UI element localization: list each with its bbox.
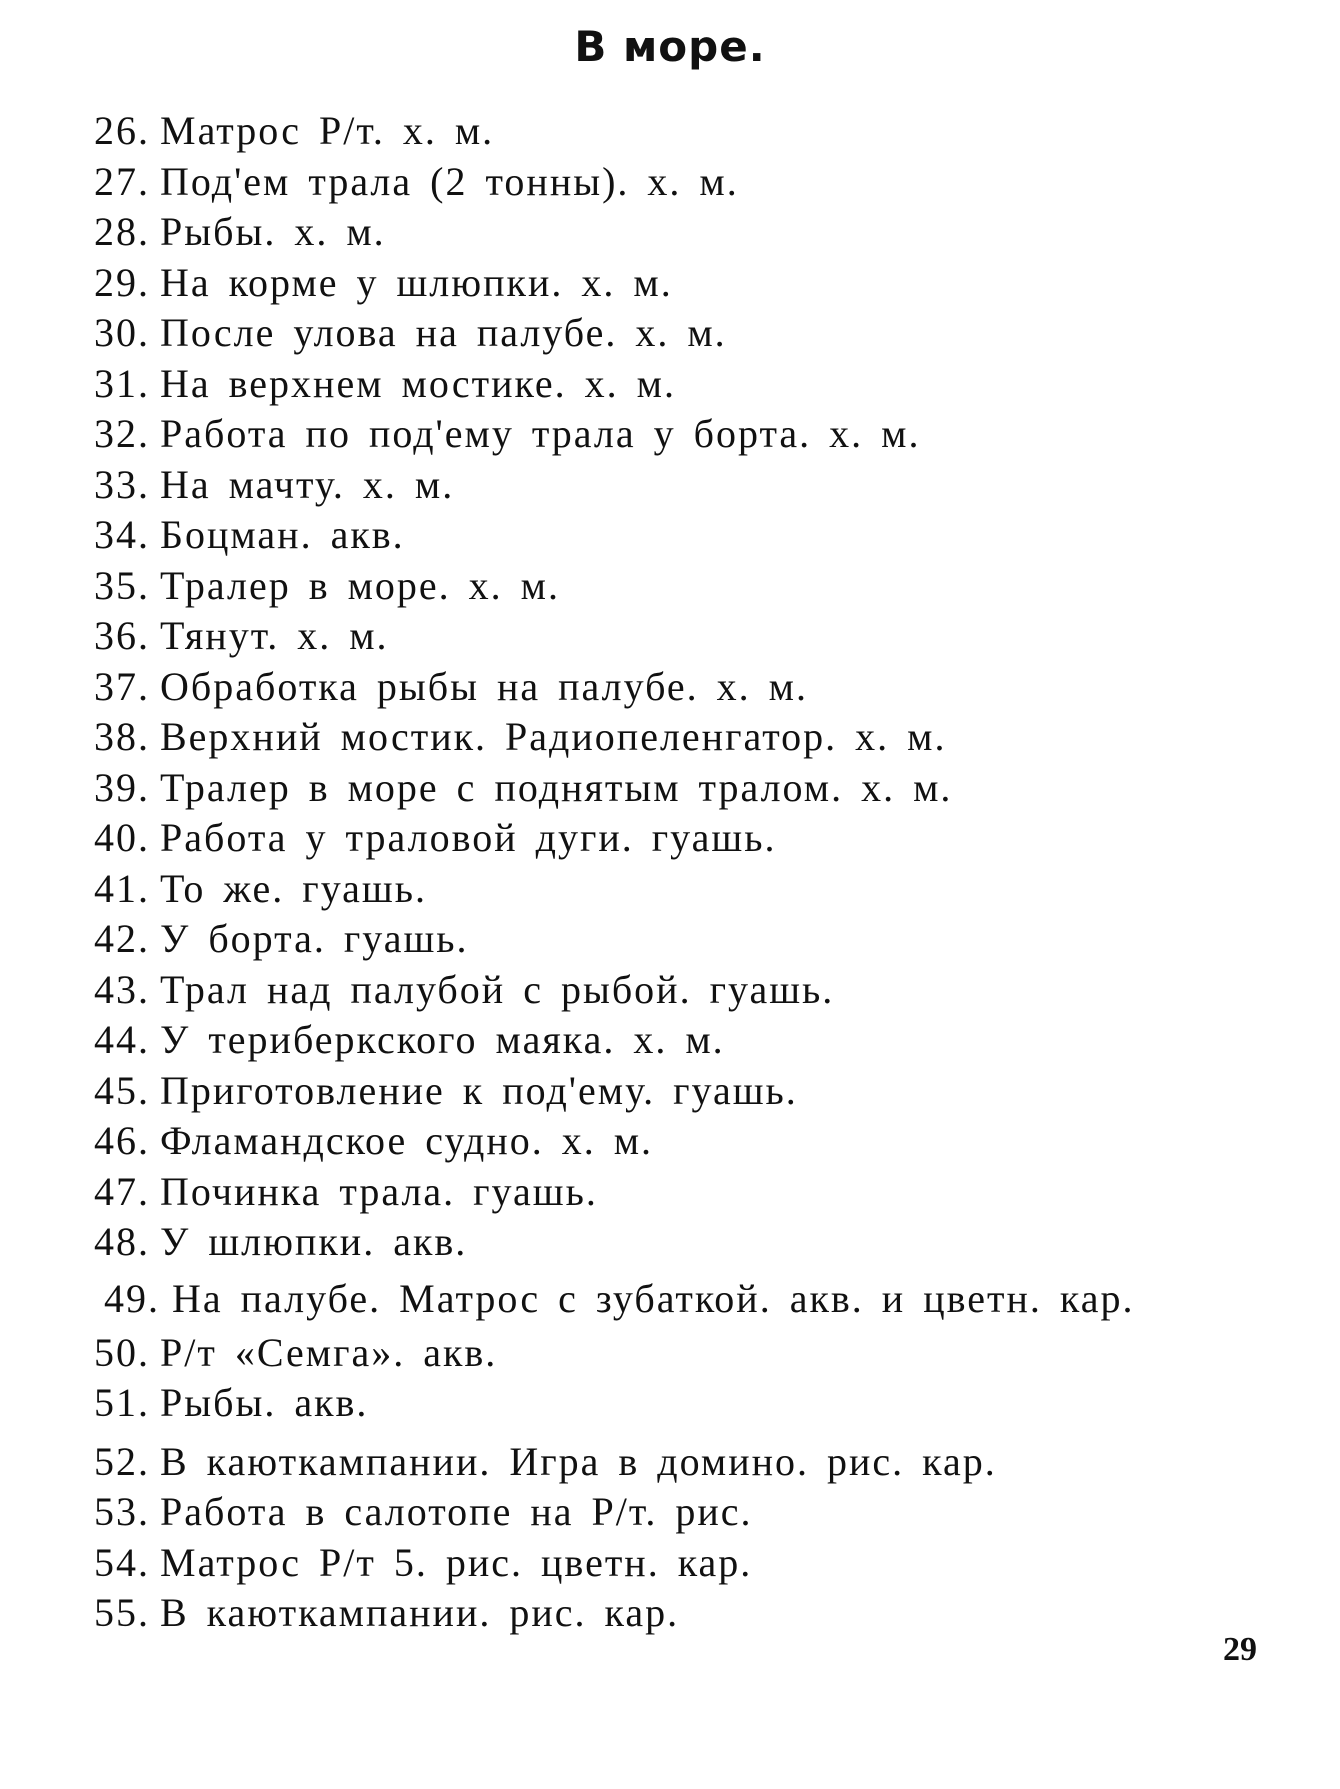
catalog-entry — [60, 561, 1280, 612]
entry-number: 46. — [94, 1118, 150, 1163]
entry-text: Тралер в море. х. м. — [160, 562, 560, 608]
catalog-entry — [60, 712, 1280, 763]
entry-text: На корме у шлюпки. х. м. — [160, 259, 673, 305]
entry-number: 51. — [94, 1380, 150, 1425]
entry-text: На палубе. Матрос с зубаткой. акв. и цветн. кар. — [172, 1275, 1135, 1321]
entry-number: 49. — [104, 1275, 160, 1321]
entry-number: 41. — [94, 865, 150, 911]
catalog-entry — [60, 1274, 1280, 1324]
catalog-entry — [60, 460, 1280, 511]
entry-text: У борта. гуашь. — [160, 916, 469, 961]
entry-text: В каюткампании. рис. кар. — [160, 1590, 680, 1635]
catalog-entry — [60, 914, 1280, 965]
entry-number: 39. — [94, 764, 150, 810]
entry-text: Рыбы. акв. — [160, 1380, 369, 1425]
entry-number: 45. — [94, 1067, 150, 1113]
entry-number: 55. — [94, 1590, 150, 1635]
catalog-entry — [60, 308, 1280, 359]
entry-number: 29. — [94, 259, 150, 305]
entry-number: 34. — [94, 512, 150, 557]
catalog-entry — [60, 813, 1280, 864]
catalog-entry — [60, 1588, 1280, 1639]
catalog-entry — [60, 207, 1280, 258]
entry-text: Матрос Р/т. х. м. — [160, 108, 495, 153]
section-heading: В море. — [574, 22, 766, 71]
entry-text: Тянут. х. м. — [160, 613, 389, 658]
catalog-entry — [60, 157, 1280, 208]
entry-text: После улова на палубе. х. м. — [160, 310, 727, 355]
entry-number: 38. — [94, 714, 150, 759]
entry-number: 36. — [94, 613, 150, 658]
entry-text: Работа по под'ему трала у борта. х. м. — [160, 411, 921, 456]
page-number: 29 — [1223, 1631, 1257, 1668]
entry-text: Обработка рыбы на палубе. х. м. — [160, 663, 808, 709]
entry-text: Работа у траловой дуги. гуашь. — [160, 815, 777, 860]
entry-number: 28. — [94, 209, 150, 254]
entry-number: 48. — [94, 1219, 150, 1264]
catalog-entry — [60, 611, 1280, 662]
catalog-entry — [60, 258, 1280, 309]
catalog-entry — [60, 510, 1280, 561]
entry-number: 27. — [94, 158, 150, 204]
catalog-entry — [60, 1116, 1280, 1167]
entry-number: 53. — [94, 1489, 150, 1534]
catalog-entry — [60, 1167, 1280, 1218]
catalog-entry — [60, 1217, 1280, 1268]
catalog-entry — [60, 359, 1280, 410]
entry-text: На мачту. х. м. — [160, 461, 455, 507]
catalog-entry — [60, 965, 1280, 1016]
entry-text: Фламандское судно. х. м. — [160, 1118, 654, 1163]
entry-text: Рыбы. х. м. — [160, 209, 386, 254]
catalog-entry — [60, 1538, 1280, 1589]
catalog-entry — [60, 409, 1280, 460]
entry-number: 40. — [94, 815, 150, 860]
entry-text: Матрос Р/т 5. рис. цветн. кар. — [160, 1539, 753, 1585]
catalog-entry — [60, 864, 1280, 915]
entry-text: Трал над палубой с рыбой. гуашь. — [160, 966, 835, 1012]
catalog-entry — [60, 106, 1280, 157]
entry-number: 32. — [94, 411, 150, 456]
entry-text: Починка трала. гуашь. — [160, 1168, 598, 1214]
entry-number: 54. — [94, 1539, 150, 1585]
entry-number: 31. — [94, 360, 150, 406]
entry-number: 44. — [94, 1017, 150, 1062]
entry-number: 52. — [94, 1438, 150, 1484]
catalog-entry — [60, 662, 1280, 713]
entry-number: 47. — [94, 1168, 150, 1214]
catalog-entry — [60, 1487, 1280, 1538]
catalog-entry — [60, 763, 1280, 814]
entry-text: Верхний мостик. Радиопеленгатор. х. м. — [160, 714, 947, 759]
catalog-list — [60, 106, 1280, 1639]
entry-number: 43. — [94, 966, 150, 1012]
entry-number: 33. — [94, 461, 150, 507]
entry-number: 30. — [94, 310, 150, 355]
entry-number: 37. — [94, 663, 150, 709]
entry-text: Р/т «Семга». акв. — [160, 1329, 498, 1375]
entry-number: 26. — [94, 108, 150, 153]
catalog-entry — [60, 1015, 1280, 1066]
catalog-entry — [60, 1378, 1280, 1429]
entry-number: 35. — [94, 562, 150, 608]
entry-text: Приготовление к под'ему. гуашь. — [160, 1067, 798, 1113]
entry-text: В каюткампании. Игра в домино. рис. кар. — [160, 1438, 997, 1484]
entry-number: 42. — [94, 916, 150, 961]
entry-text: Под'ем трала (2 тонны). х. м. — [160, 158, 739, 204]
catalog-entry — [60, 1066, 1280, 1117]
entry-text: На верхнем мостике. х. м. — [160, 360, 676, 406]
entry-text: То же. гуашь. — [160, 865, 427, 911]
entry-text: У териберкского маяка. х. м. — [160, 1017, 725, 1062]
catalog-entry — [60, 1437, 1280, 1488]
entry-text: Боцман. акв. — [160, 512, 405, 557]
entry-text: Работа в салотопе на Р/т. рис. — [160, 1489, 753, 1534]
catalog-entry — [60, 1328, 1280, 1379]
entry-text: У шлюпки. акв. — [160, 1219, 468, 1264]
entry-number: 50. — [94, 1329, 150, 1375]
entry-text: Тралер в море с поднятым тралом. х. м. — [160, 764, 953, 810]
